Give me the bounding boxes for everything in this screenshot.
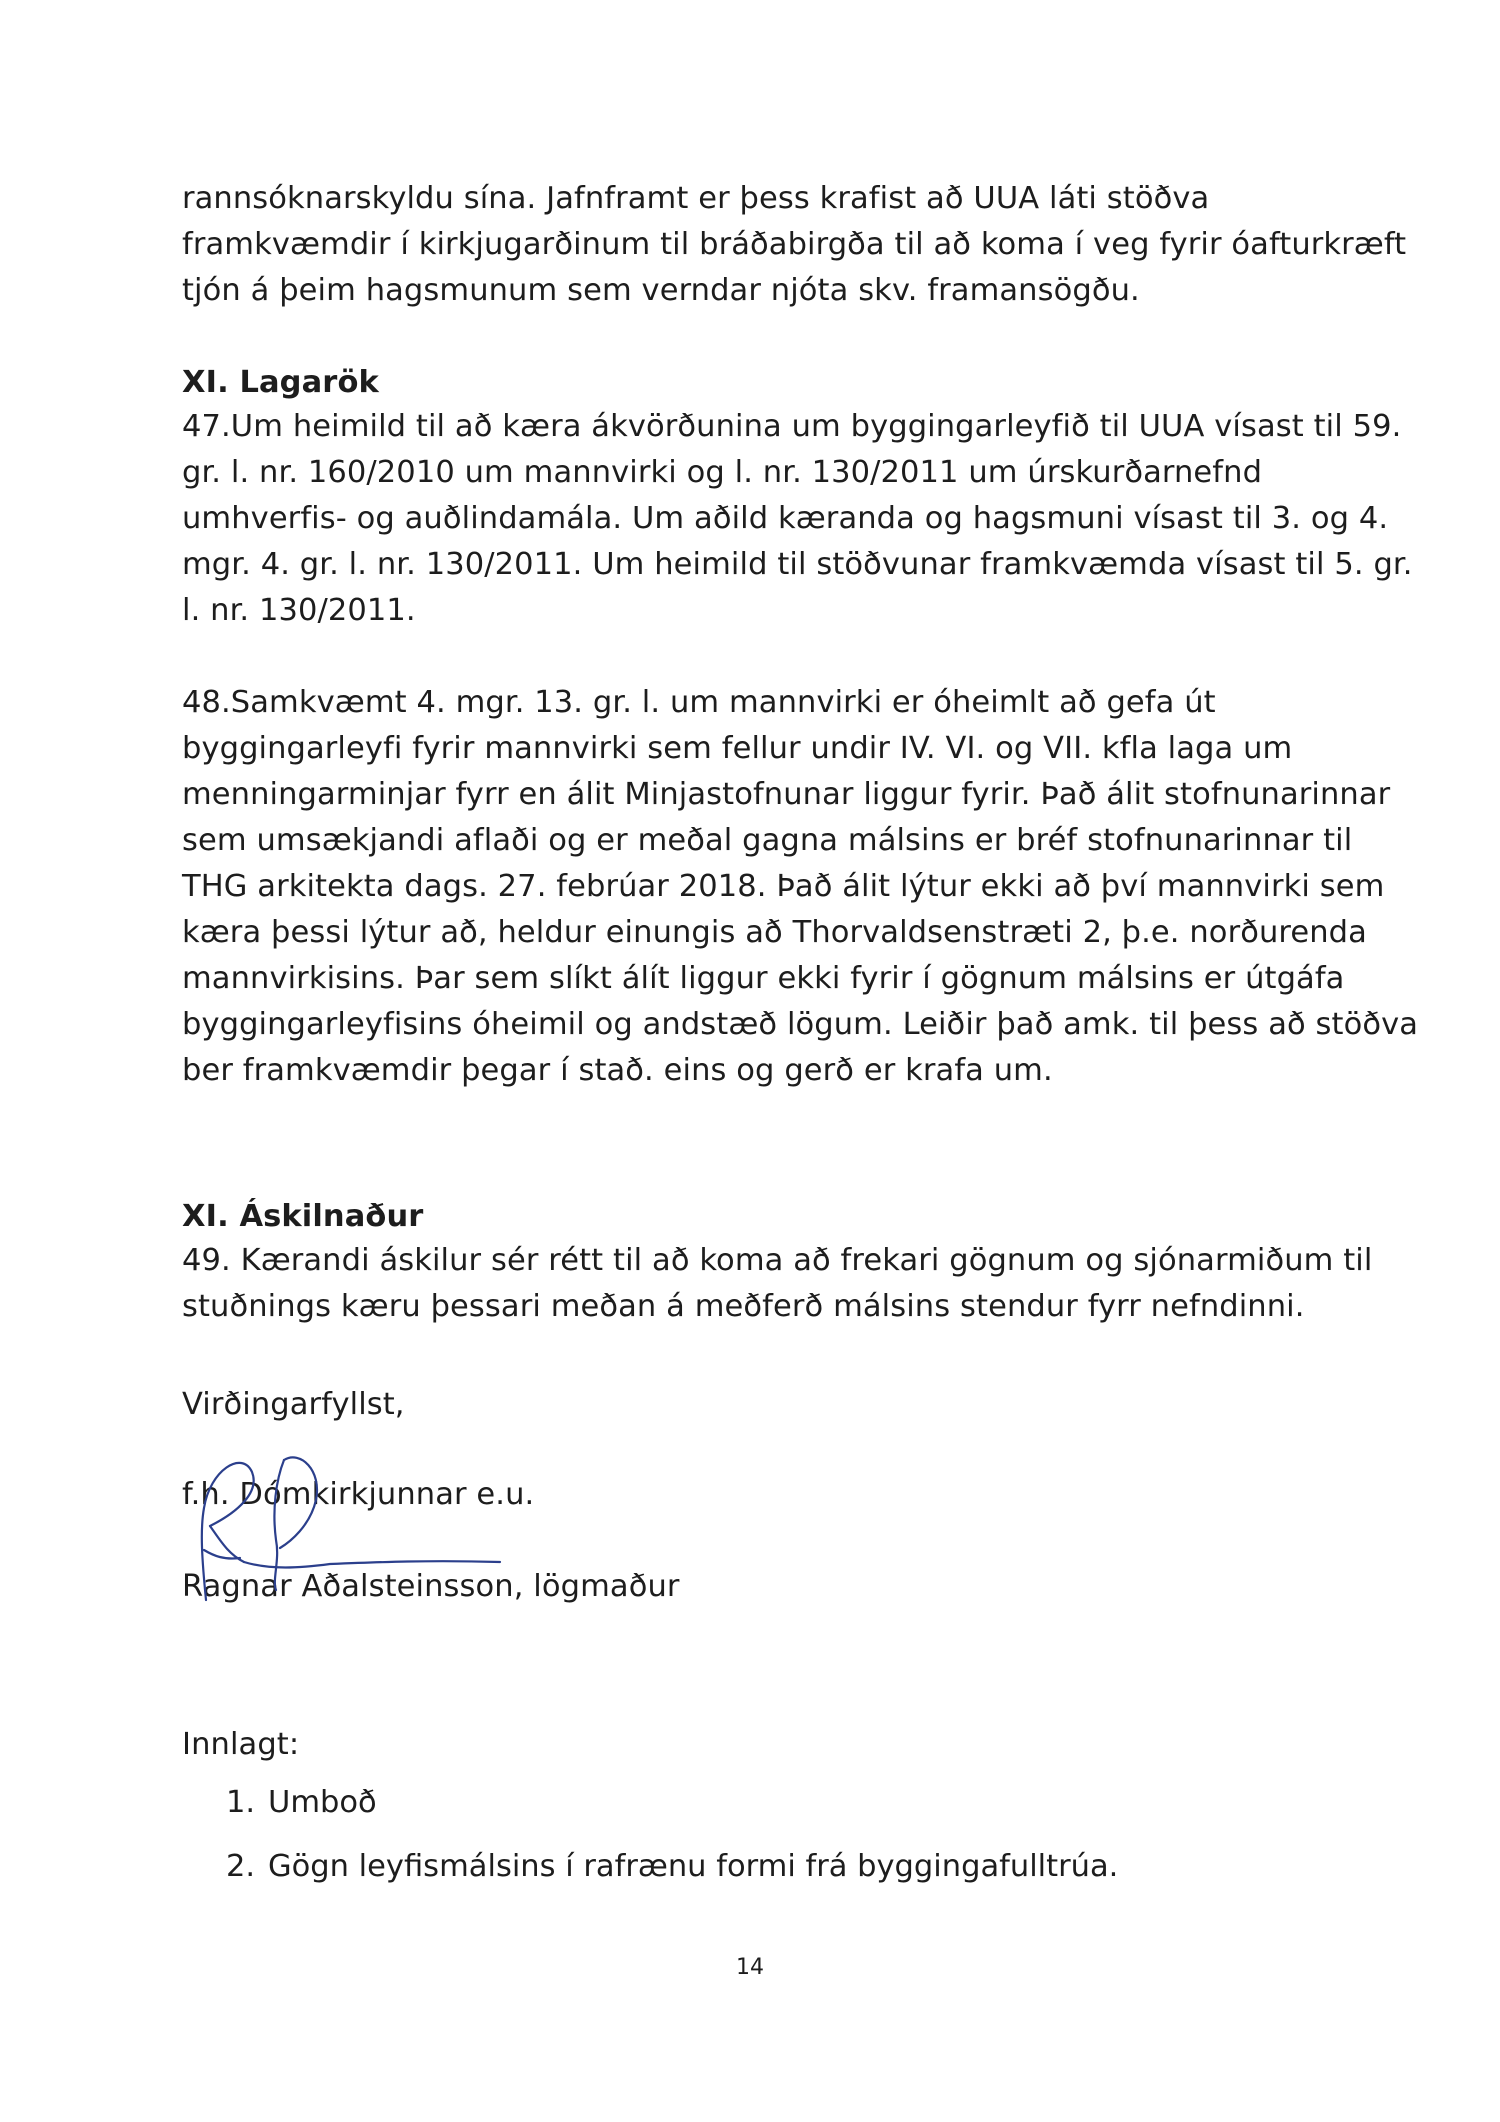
paragraph-48-line: THG arkitekta dags. 27. febrúar 2018. Það álit lýtur ekki að því mannvirki sem: [182, 869, 1385, 904]
paragraph-47-line: mgr. 4. gr. l. nr. 130/2011. Um heimild til stöðvunar framkvæmda vísast til 5. gr.: [182, 547, 1413, 582]
paragraph-47-line: gr. l. nr. 160/2010 um mannvirki og l. nr. 130/2011 um úrskurðarnefnd: [182, 455, 1263, 490]
closing-signatory: Ragnar Aðalsteinsson, lögmaður: [182, 1569, 680, 1604]
closing-salutation: Virðingarfyllst,: [182, 1387, 405, 1422]
section-heading-askilnadur: XI. Áskilnaður: [182, 1199, 424, 1234]
attachment-number: 1.: [226, 1785, 256, 1820]
closing-on-behalf: f.h. Dómkirkjunnar e.u.: [182, 1477, 535, 1512]
paragraph-48-line: kæra þessi lýtur að, heldur einungis að Thorvaldsenstræti 2, þ.e. norðurenda: [182, 915, 1367, 950]
intro-line: framkvæmdir í kirkjugarðinum til bráðabirgða til að koma í veg fyrir óafturkræft: [182, 227, 1407, 262]
handwritten-signature: [180, 1430, 520, 1610]
paragraph-48-line: byggingarleyfisins óheimil og andstæð lögum. Leiðir það amk. til þess að stöðva: [182, 1007, 1419, 1042]
intro-line: tjón á þeim hagsmunum sem verndar njóta skv. framansögðu.: [182, 273, 1140, 308]
paragraph-47-line: 47.Um heimild til að kæra ákvörðunina um byggingarleyfið til UUA vísast til 59.: [182, 409, 1402, 444]
paragraph-48-line: byggingarleyfi fyrir mannvirki sem fellur undir IV. VI. og VII. kfla laga um: [182, 731, 1293, 766]
paragraph-48-line: mannvirkisins. Þar sem slíkt álít liggur ekki fyrir í gögnum málsins er útgáfa: [182, 961, 1345, 996]
paragraph-47-line: l. nr. 130/2011.: [182, 593, 416, 628]
section-heading-lagarok: XI. Lagarök: [182, 365, 379, 400]
intro-line: rannsóknarskyldu sína. Jafnframt er þess krafist að UUA láti stöðva: [182, 181, 1210, 216]
paragraph-47-line: umhverfis- og auðlindamála. Um aðild kæranda og hagsmuni vísast til 3. og 4.: [182, 501, 1389, 536]
attachment-number: 2.: [226, 1849, 256, 1884]
attachments-heading: Innlagt:: [182, 1727, 300, 1762]
attachment-item: Gögn leyfismálsins í rafrænu formi frá byggingafulltrúa.: [268, 1849, 1119, 1884]
paragraph-48-line: menningarminjar fyrr en álit Minjastofnunar liggur fyrir. Það álit stofnunarinnar: [182, 777, 1391, 812]
page-number: 14: [736, 1955, 764, 1980]
paragraph-49-line: 49. Kærandi áskilur sér rétt til að koma að frekari gögnum og sjónarmiðum til: [182, 1243, 1373, 1278]
paragraph-49-line: stuðnings kæru þessari meðan á meðferð málsins stendur fyrr nefndinni.: [182, 1289, 1305, 1324]
paragraph-48-line: 48.Samkvæmt 4. mgr. 13. gr. l. um mannvirki er óheimlt að gefa út: [182, 685, 1216, 720]
paragraph-48-line: ber framkvæmdir þegar í stað. eins og gerð er krafa um.: [182, 1053, 1053, 1088]
paragraph-48-line: sem umsækjandi aflaði og er meðal gagna málsins er bréf stofnunarinnar til: [182, 823, 1353, 858]
attachment-item: Umboð: [268, 1785, 377, 1820]
